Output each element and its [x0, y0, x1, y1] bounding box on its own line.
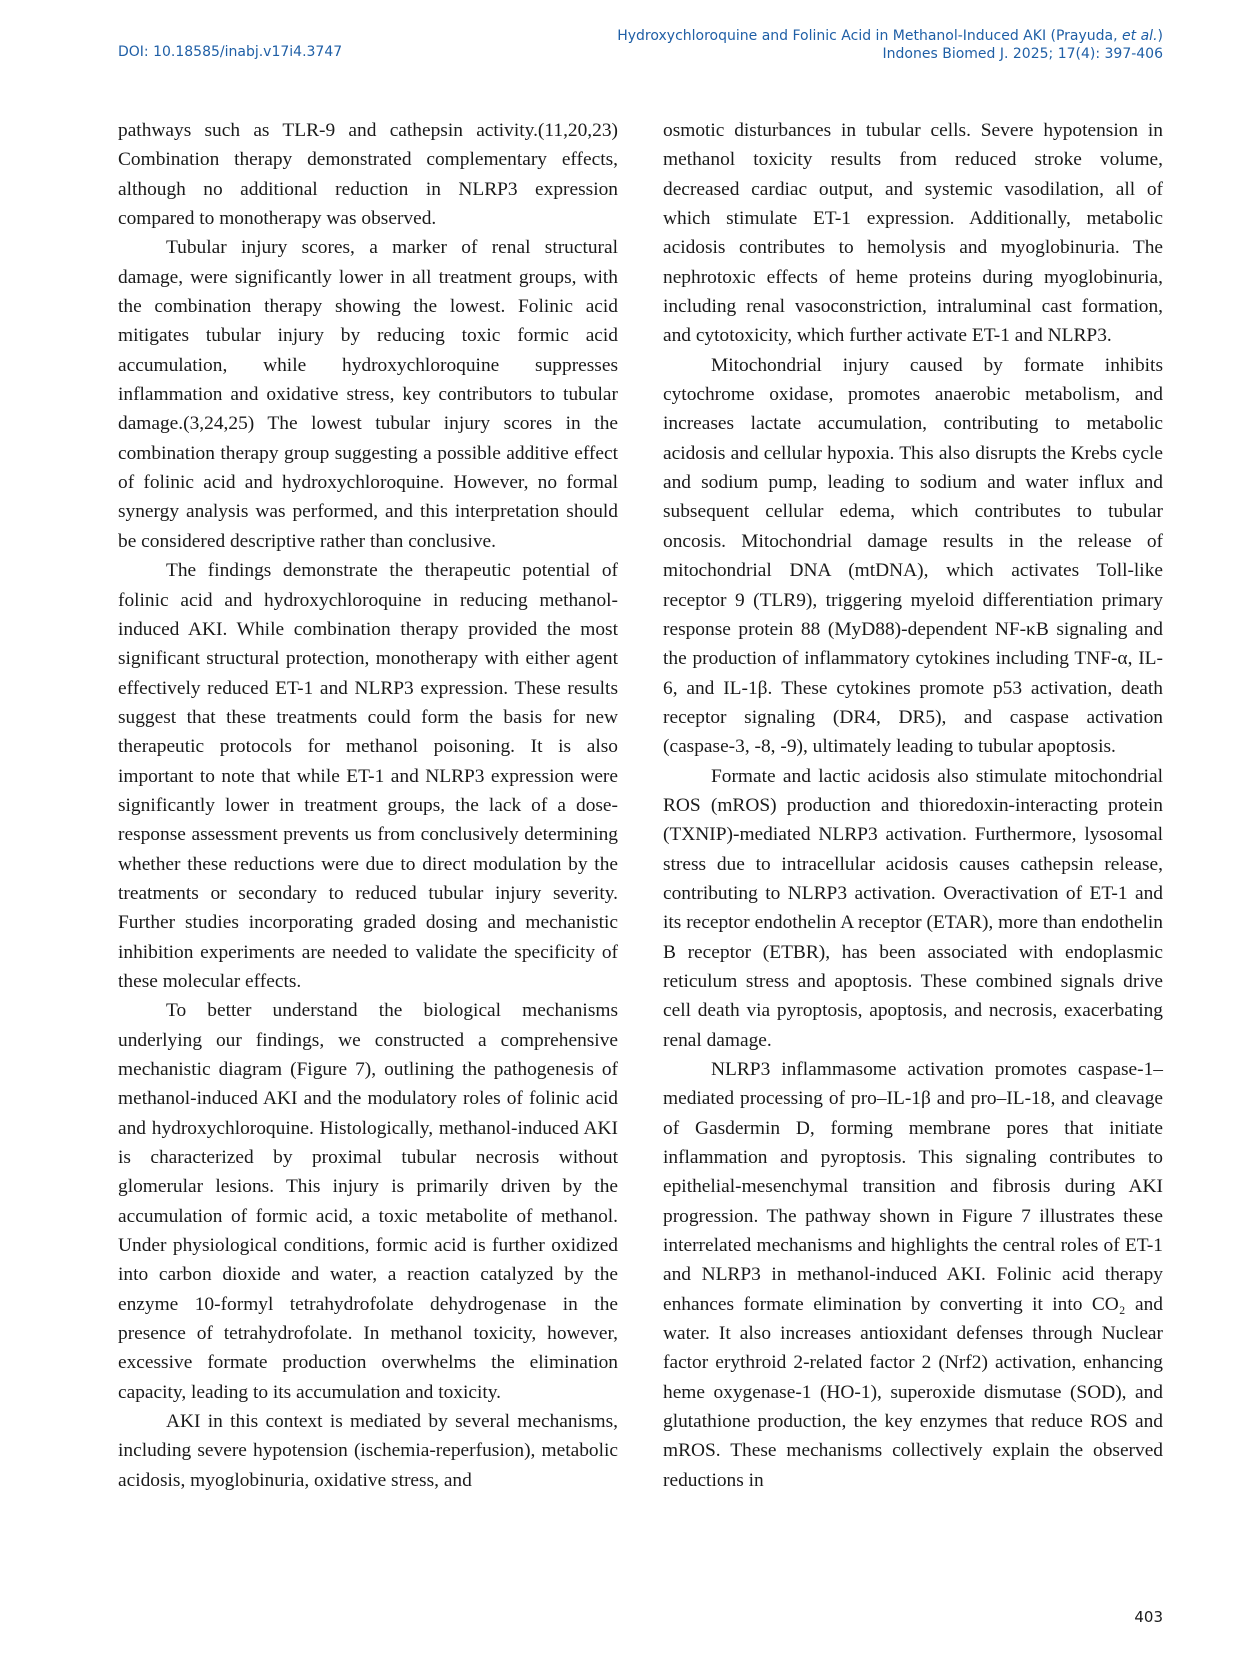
running-head	[617, 27, 1163, 63]
doi-link[interactable]: DOI: 10.18585/inabj.v17i4.3747	[118, 44, 343, 60]
paragraph: Tubular injury scores, a marker of renal structural damage, were significantly lower in all treatment groups, with the combination therapy showing the lowest. Folinic acid mitigates tubular injury by reducing toxic formic acid accumulation, while hydroxychloroquine suppresses inflammation and oxidative stress, key contributors to tubular damage.(3,24,25) The lowest tubular injury scores in the combination therapy group suggesting a possible additive effect of folinic acid and hydroxychloroquine. However, no formal synergy analysis was performed, and this interpretation should be considered descriptive rather than conclusive.	[118, 237, 618, 552]
title-et-al: et al.	[1122, 28, 1158, 44]
left-column	[118, 116, 618, 1495]
title-end: )	[1157, 28, 1163, 44]
page-number: 403	[1134, 1608, 1163, 1626]
paragraph: The findings demonstrate the therapeutic potential of folinic acid and hydroxychloroquine in reducing methanol-induced AKI. While combination therapy provided the most significant structural protection, monotherapy with either agent effectively reduced ET-1 and NLRP3 expression. These results suggest that these treatments could form the basis for new therapeutic protocols for methanol poisoning. It is also important to note that while ET-1 and NLRP3 expression were significantly lower in treatment groups, the lack of a dose-response assessment prevents us from conclusively determining whether these reductions were due to direct modulation by the treatments or secondary to reduced tubular injury severity. Further studies incorporating graded dosing and mechanistic inhibition experiments are needed to validate the specificity of these molecular effects.	[118, 560, 618, 992]
journal-reference: Indones Biomed J. 2025; 17(4): 397-406	[882, 46, 1163, 62]
paragraph: Mitochondrial injury caused by formate inhibits cytochrome oxidase, promotes anaerobic metabolism, and increases lactate accumulation, contributing to metabolic acidosis and cellular hypoxia. This also disrupts the Krebs cycle and sodium pump, leading to sodium and water influx and subsequent cellular edema, which contributes to tubular oncosis. Mitochondrial damage results in the release of mitochondrial DNA (mtDNA), which activates Toll-like receptor 9 (TLR9), triggering myeloid differentiation primary response protein 88 (MyD88)-dependent NF-κB signaling and the production of inflammatory cytokines including TNF-α, IL-6, and IL-1β. These cytokines promote p53 activation, death receptor signaling (DR4, DR5), and caspase activation (caspase-3, -8, -9), ultimately leading to tubular apoptosis.	[663, 354, 1163, 758]
page-header	[0, 0, 1240, 80]
paragraph: pathways such as TLR-9 and cathepsin activity.(11,20,23) Combination therapy demonstrated complementary effects, although no additional reduction in NLRP3 expression compared to monotherapy was observed.	[118, 120, 618, 230]
paragraph: To better understand the biological mechanisms underlying our findings, we constructed a comprehensive mechanistic diagram (Figure 7), outlining the pathogenesis of methanol-induced AKI and the modulatory roles of folinic acid and hydroxychloroquine. Histologically, methanol-induced AKI is characterized by proximal tubular necrosis without glomerular lesions. This injury is primarily driven by the accumulation of formic acid, a toxic metabolite of methanol. Under physiological conditions, formic acid is further oxidized into carbon dioxide and water, a reaction catalyzed by the enzyme 10-formyl tetrahydrofolate dehydrogenase in the presence of tetrahydrofolate. In methanol toxicity, however, excessive formate production overwhelms the elimination capacity, leading to its accumulation and toxicity.	[118, 1000, 618, 1403]
article-short-title	[617, 27, 1163, 45]
paragraph: Formate and lactic acidosis also stimulate mitochondrial ROS (mROS) production and thioredoxin-interacting protein (TXNIP)-mediated NLRP3 activation. Furthermore, lysosomal stress due to intracellular acidosis causes cathepsin release, contributing to NLRP3 activation. Overactivation of ET-1 and its receptor endothelin A receptor (ETAR), more than endothelin B receptor (ETBR), has been associated with endoplasmic reticulum stress and apoptosis. These combined signals drive cell death via pyroptosis, apoptosis, and necrosis, exacerbating renal damage.	[663, 765, 1163, 1051]
paragraph: AKI in this context is mediated by several mechanisms, including severe hypotension (ischemia-reperfusion), metabolic acidosis, myoglobinuria, oxidative stress, and	[118, 1411, 618, 1491]
paragraph: NLRP3 inflammasome activation promotes caspase-1–mediated processing of pro–IL-1β and pro–IL-18, and cleavage of Gasdermin D, forming membrane pores that initiate inflammation and pyroptosis. This signaling contributes to epithelial-mesenchymal transition and fibrosis during AKI progression. The pathway shown in Figure 7 illustrates these interrelated mechanisms and highlights the central roles of ET-1 and NLRP3 in methanol-induced AKI. Folinic acid therapy enhances formate elimination by converting it into CO₂ and water. It also increases antioxidant defenses through Nuclear factor erythroid 2-related factor 2 (Nrf2) activation, enhancing heme oxygenase-1 (HO-1), superoxide dismutase (SOD), and glutathione production, the key enzymes that reduce ROS and mROS. These mechanisms collectively explain the observed reductions in	[663, 1059, 1163, 1491]
title-main: Hydroxychloroquine and Folinic Acid in Methanol-Induced AKI (Prayuda,	[617, 28, 1123, 44]
right-column	[663, 116, 1163, 1495]
paragraph: osmotic disturbances in tubular cells. Severe hypotension in methanol toxicity results from reduced stroke volume, decreased cardiac output, and systemic vasodilation, all of which stimulate ET-1 expression. Additionally, metabolic acidosis contributes to hemolysis and myoglobinuria. The nephrotoxic effects of heme proteins during myoglobinuria, including renal vasoconstriction, intraluminal cast formation, and cytotoxicity, which further activate ET-1 and NLRP3.	[663, 120, 1163, 347]
